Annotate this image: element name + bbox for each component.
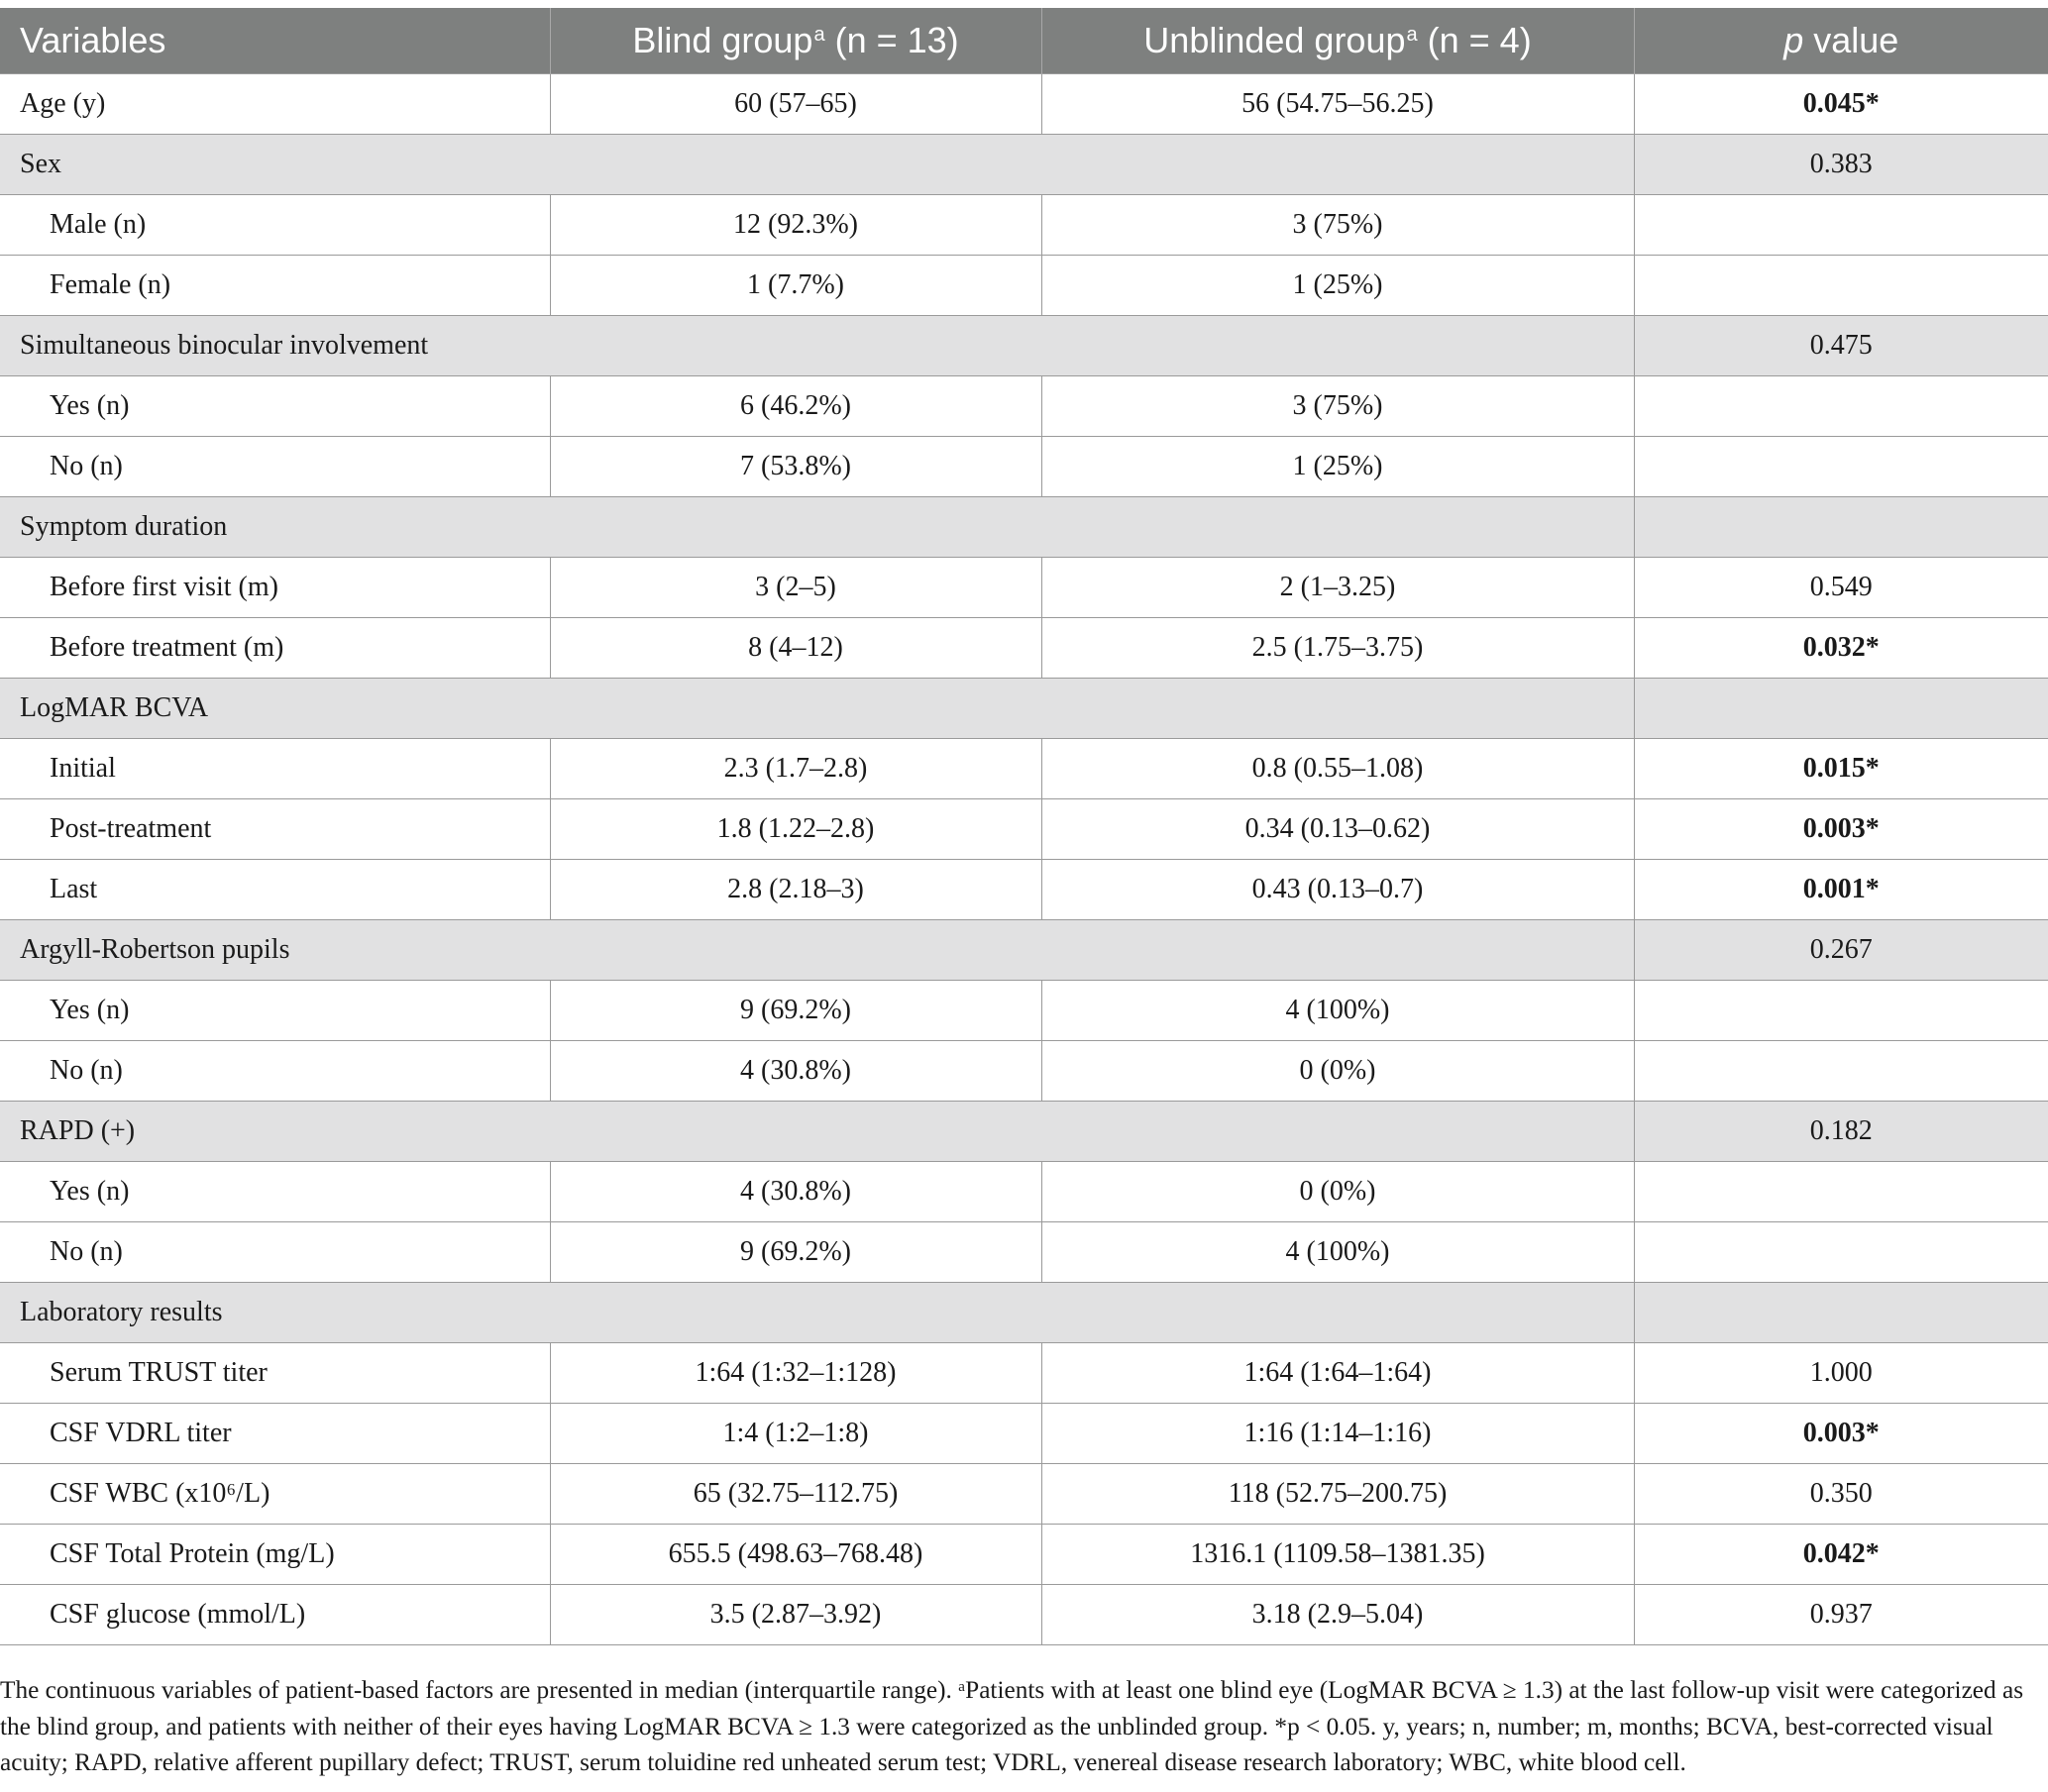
section-row	[0, 1102, 2048, 1162]
patient-factors-table	[0, 8, 2048, 1645]
p-value-cell: 0.549	[1634, 558, 2048, 618]
section-label: LogMAR BCVA	[0, 679, 1634, 739]
p-value-cell: 0.042*	[1634, 1525, 2048, 1585]
p-value-cell: 0.937	[1634, 1585, 2048, 1645]
header-unblinded-group	[1041, 8, 1634, 74]
p-value-cell	[1634, 1283, 2048, 1343]
p-value-cell	[1634, 376, 2048, 437]
blind-group-cell: 3.5 (2.87–3.92)	[550, 1585, 1041, 1645]
table-row	[0, 437, 2048, 497]
variable-label: CSF WBC (x10⁶/L)	[0, 1464, 550, 1525]
p-value-cell: 0.475	[1634, 316, 2048, 376]
footnote-text: The continuous variables of patient-based factors are presented in median (interquartile range). ᵃPatients with at least one blind eye (LogMAR BCVA ≥ 1.3) at the last follow-up visit were categorized as the blind group, and patients with neither of their eyes having LogMAR BCVA ≥ 1.3 were categorized as the unblinded group. *p < 0.05. y, years; n, number; m, months; BCVA, best-corrected visual acuity; RAPD, relative afferent pupillary defect; TRUST, serum toluidine red unheated serum test; VDRL, venereal disease research laboratory; WBC, white blood cell.	[0, 1676, 2024, 1776]
section-row	[0, 1283, 2048, 1343]
section-label: Laboratory results	[0, 1283, 1634, 1343]
blind-group-cell: 1.8 (1.22–2.8)	[550, 799, 1041, 860]
table-row	[0, 256, 2048, 316]
variable-label: Yes (n)	[0, 981, 550, 1041]
unblinded-group-cell: 0.43 (0.13–0.7)	[1041, 860, 1634, 920]
unblinded-group-cell: 1316.1 (1109.58–1381.35)	[1041, 1525, 1634, 1585]
section-label: RAPD (+)	[0, 1102, 1634, 1162]
header-blind-label: Blind group	[632, 20, 813, 60]
section-row	[0, 679, 2048, 739]
blind-group-cell: 7 (53.8%)	[550, 437, 1041, 497]
variable-label: Female (n)	[0, 256, 550, 316]
header-variables-label: Variables	[20, 20, 166, 60]
header-p-value	[1634, 8, 2048, 74]
unblinded-group-cell: 3 (75%)	[1041, 376, 1634, 437]
blind-group-cell: 2.3 (1.7–2.8)	[550, 739, 1041, 799]
p-value-cell	[1634, 1162, 2048, 1222]
table-row	[0, 1585, 2048, 1645]
table-row	[0, 1222, 2048, 1283]
blind-group-cell: 1 (7.7%)	[550, 256, 1041, 316]
blind-group-cell: 65 (32.75–112.75)	[550, 1464, 1041, 1525]
unblinded-group-cell: 1:64 (1:64–1:64)	[1041, 1343, 1634, 1404]
unblinded-group-cell: 0 (0%)	[1041, 1041, 1634, 1102]
variable-label: CSF Total Protein (mg/L)	[0, 1525, 550, 1585]
blind-group-cell: 8 (4–12)	[550, 618, 1041, 679]
unblinded-group-cell: 1 (25%)	[1041, 437, 1634, 497]
header-unblinded-label: Unblinded group	[1143, 20, 1406, 60]
p-value-cell	[1634, 195, 2048, 256]
unblinded-group-cell: 3.18 (2.9–5.04)	[1041, 1585, 1634, 1645]
p-value-cell: 0.015*	[1634, 739, 2048, 799]
table-row	[0, 618, 2048, 679]
p-value-cell: 0.001*	[1634, 860, 2048, 920]
unblinded-group-cell: 0 (0%)	[1041, 1162, 1634, 1222]
unblinded-group-cell: 1 (25%)	[1041, 256, 1634, 316]
table-row	[0, 981, 2048, 1041]
header-blind-sup: a	[813, 24, 825, 46]
unblinded-group-cell: 118 (52.75–200.75)	[1041, 1464, 1634, 1525]
p-value-cell: 0.383	[1634, 135, 2048, 195]
table-row	[0, 860, 2048, 920]
unblinded-group-cell: 3 (75%)	[1041, 195, 1634, 256]
variable-label: Before treatment (m)	[0, 618, 550, 679]
table-row	[0, 799, 2048, 860]
table-row	[0, 1343, 2048, 1404]
p-value-cell: 0.032*	[1634, 618, 2048, 679]
unblinded-group-cell: 4 (100%)	[1041, 1222, 1634, 1283]
table-container	[0, 8, 2048, 1645]
p-value-cell	[1634, 437, 2048, 497]
header-variables	[0, 8, 550, 74]
p-value-cell	[1634, 679, 2048, 739]
header-blind-group	[550, 8, 1041, 74]
p-value-cell: 0.267	[1634, 920, 2048, 981]
blind-group-cell: 4 (30.8%)	[550, 1041, 1041, 1102]
table-row	[0, 1162, 2048, 1222]
table-row	[0, 195, 2048, 256]
blind-group-cell: 60 (57–65)	[550, 74, 1041, 135]
section-label: Simultaneous binocular involvement	[0, 316, 1634, 376]
table-row	[0, 376, 2048, 437]
p-value-cell: 0.045*	[1634, 74, 2048, 135]
p-value-cell	[1634, 497, 2048, 558]
blind-group-cell: 1:64 (1:32–1:128)	[550, 1343, 1041, 1404]
blind-group-cell: 9 (69.2%)	[550, 1222, 1041, 1283]
p-value-cell: 0.182	[1634, 1102, 2048, 1162]
variable-label: No (n)	[0, 1222, 550, 1283]
table-row	[0, 74, 2048, 135]
table-row	[0, 1525, 2048, 1585]
variable-label: Male (n)	[0, 195, 550, 256]
p-value-cell: 0.350	[1634, 1464, 2048, 1525]
variable-label: CSF glucose (mmol/L)	[0, 1585, 550, 1645]
header-blind-n: (n = 13)	[834, 20, 959, 60]
p-value-cell	[1634, 1222, 2048, 1283]
section-row	[0, 316, 2048, 376]
unblinded-group-cell: 4 (100%)	[1041, 981, 1634, 1041]
section-row	[0, 920, 2048, 981]
section-label: Sex	[0, 135, 1634, 195]
unblinded-group-cell: 2 (1–3.25)	[1041, 558, 1634, 618]
variable-label: Age (y)	[0, 74, 550, 135]
table-row	[0, 1464, 2048, 1525]
blind-group-cell: 1:4 (1:2–1:8)	[550, 1404, 1041, 1464]
variable-label: Serum TRUST titer	[0, 1343, 550, 1404]
table-row	[0, 1404, 2048, 1464]
header-row	[0, 8, 2048, 74]
section-label: Symptom duration	[0, 497, 1634, 558]
variable-label: Yes (n)	[0, 376, 550, 437]
blind-group-cell: 6 (46.2%)	[550, 376, 1041, 437]
unblinded-group-cell: 56 (54.75–56.25)	[1041, 74, 1634, 135]
p-value-cell: 0.003*	[1634, 799, 2048, 860]
blind-group-cell: 12 (92.3%)	[550, 195, 1041, 256]
p-value-cell: 1.000	[1634, 1343, 2048, 1404]
variable-label: Before first visit (m)	[0, 558, 550, 618]
header-unblinded-n: (n = 4)	[1427, 20, 1532, 60]
variable-label: Last	[0, 860, 550, 920]
variable-label: Initial	[0, 739, 550, 799]
table-header	[0, 8, 2048, 74]
blind-group-cell: 2.8 (2.18–3)	[550, 860, 1041, 920]
variable-label: No (n)	[0, 437, 550, 497]
table-row	[0, 739, 2048, 799]
header-unblinded-sup: a	[1406, 24, 1418, 46]
table-footnote	[0, 1672, 2041, 1781]
unblinded-group-cell: 1:16 (1:14–1:16)	[1041, 1404, 1634, 1464]
p-value-cell	[1634, 981, 2048, 1041]
table-row	[0, 1041, 2048, 1102]
header-p-letter: p	[1783, 20, 1804, 60]
variable-label: CSF VDRL titer	[0, 1404, 550, 1464]
blind-group-cell: 4 (30.8%)	[550, 1162, 1041, 1222]
unblinded-group-cell: 0.34 (0.13–0.62)	[1041, 799, 1634, 860]
blind-group-cell: 3 (2–5)	[550, 558, 1041, 618]
table-body	[0, 74, 2048, 1645]
table-row	[0, 558, 2048, 618]
blind-group-cell: 9 (69.2%)	[550, 981, 1041, 1041]
variable-label: Post-treatment	[0, 799, 550, 860]
unblinded-group-cell: 0.8 (0.55–1.08)	[1041, 739, 1634, 799]
p-value-cell	[1634, 1041, 2048, 1102]
blind-group-cell: 655.5 (498.63–768.48)	[550, 1525, 1041, 1585]
section-row	[0, 135, 2048, 195]
unblinded-group-cell: 2.5 (1.75–3.75)	[1041, 618, 1634, 679]
p-value-cell	[1634, 256, 2048, 316]
variable-label: Yes (n)	[0, 1162, 550, 1222]
section-label: Argyll-Robertson pupils	[0, 920, 1634, 981]
p-value-cell: 0.003*	[1634, 1404, 2048, 1464]
variable-label: No (n)	[0, 1041, 550, 1102]
header-p-rest: value	[1803, 20, 1899, 60]
section-row	[0, 497, 2048, 558]
